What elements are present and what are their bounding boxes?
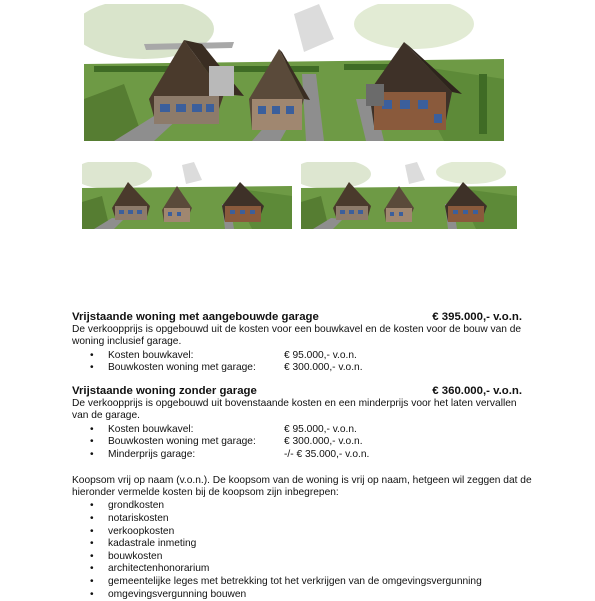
list-item: • grondkosten: [72, 500, 532, 513]
list-item: • gemeentelijke leges met betrekking tot het verkrijgen van de omgevingsvergunning: [72, 576, 532, 589]
section-title: Vrijstaande woning zonder garage: [72, 385, 257, 397]
list-item: • notariskosten: [72, 513, 532, 526]
included-costs-list: [72, 500, 532, 601]
cost-label: Bouwkosten woning met garage:: [108, 362, 256, 374]
list-item: • omgevingsvergunning bouwen: [72, 589, 532, 601]
cost-value: € 95.000,- v.o.n.: [284, 349, 357, 361]
bullet-icon: •: [90, 449, 94, 460]
bullet-icon: •: [90, 500, 94, 512]
bullet-icon: •: [90, 362, 94, 374]
bullet-icon: •: [90, 436, 94, 448]
cost-label: Kosten bouwkavel:: [108, 349, 194, 361]
list-item: • kadastrale inmeting: [72, 538, 532, 551]
small-house-render-right: [301, 162, 517, 229]
section-description: De verkoopprijs is opgebouwd uit de kosten voor een bouwkavel en de kosten voor de bouw van de woning inclusief garage.: [72, 324, 522, 348]
cost-list: [72, 424, 532, 462]
cost-value: € 300.000,- v.o.n.: [284, 362, 363, 374]
main-house-render: [84, 4, 504, 141]
section-heading-with-garage: [72, 310, 532, 324]
cost-item: [72, 436, 532, 449]
bullet-icon: •: [90, 349, 94, 361]
cost-value: -/- € 35.000,- v.o.n.: [284, 449, 370, 460]
section-price: € 395.000,- v.o.n.: [432, 311, 522, 323]
cost-item: [72, 350, 532, 363]
small-house-render-left: [82, 162, 292, 229]
cost-value: € 95.000,- v.o.n.: [284, 423, 357, 435]
bullet-icon: •: [90, 588, 94, 600]
bullet-icon: •: [90, 538, 94, 550]
bullet-icon: •: [90, 513, 94, 524]
bullet-icon: •: [90, 563, 94, 575]
list-item: • verkoopkosten: [72, 526, 532, 539]
bullet-icon: •: [90, 550, 94, 562]
section-description: De verkoopprijs is opgebouwd uit bovenstaande kosten en een minderprijs voor het laten vervallen van de garage.: [72, 398, 517, 422]
koopsom-intro: Koopsom vrij op naam (v.o.n.). De koopsom van de woning is vrij op naam, hetgeen wil zeggen dat de hieronder vermelde kosten bij de koopsom zijn inbegrepen:: [72, 474, 532, 498]
list-item: • bouwkosten: [72, 551, 532, 564]
section-price: € 360.000,- v.o.n.: [432, 385, 522, 397]
list-item: • architectenhonorarium: [72, 563, 532, 576]
section-title: Vrijstaande woning met aangebouwde garage: [72, 311, 319, 323]
bullet-icon: •: [90, 423, 94, 435]
cost-item: [72, 362, 532, 375]
cost-value: € 300.000,- v.o.n.: [284, 436, 363, 448]
cost-label: Kosten bouwkavel:: [108, 423, 194, 435]
cost-list: [72, 350, 532, 375]
cost-label: Bouwkosten woning met garage:: [108, 436, 256, 448]
bullet-icon: •: [90, 525, 94, 537]
bullet-icon: •: [90, 575, 94, 587]
cost-label: Minderprijs garage:: [108, 449, 196, 460]
cost-item: [72, 424, 532, 437]
section-heading-without-garage: [72, 384, 532, 398]
cost-item: [72, 449, 532, 462]
price-content: [72, 310, 532, 601]
